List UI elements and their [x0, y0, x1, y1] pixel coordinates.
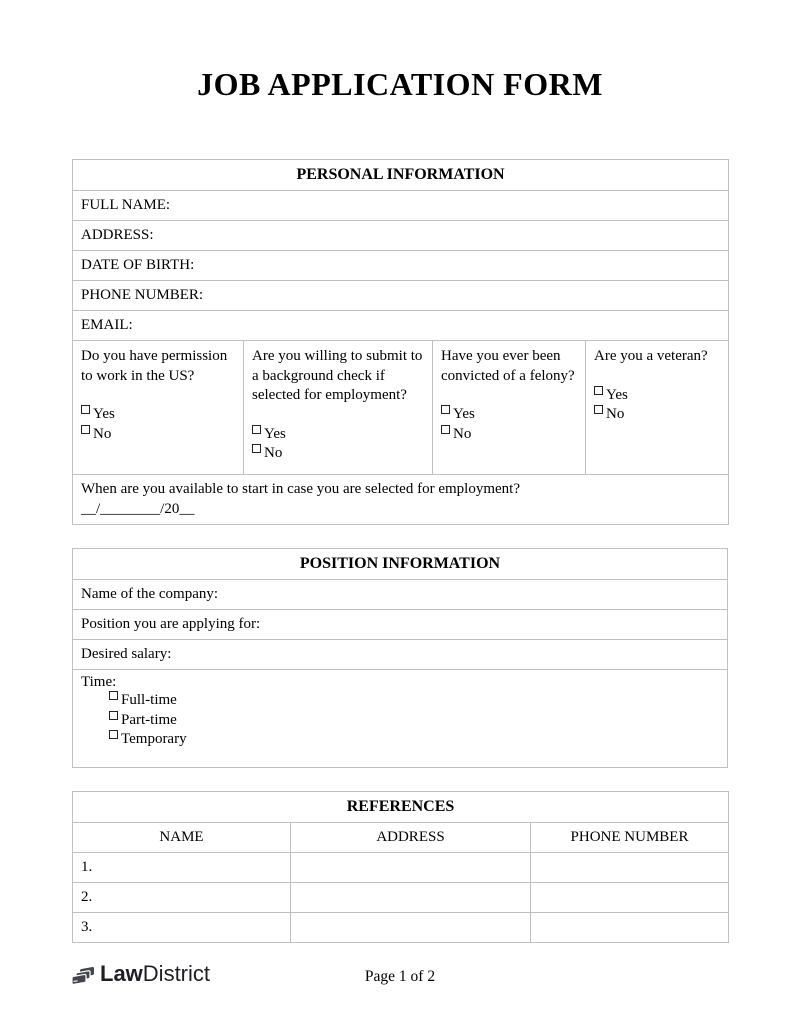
page-title: JOB APPLICATION FORM [197, 66, 603, 102]
brand-law: Law [100, 961, 143, 986]
column-header-address: ADDRESS [291, 823, 531, 853]
reference-input-cell[interactable] [291, 853, 531, 883]
reference-input-cell[interactable] [531, 883, 729, 913]
question-text: Have you ever been convicted of a felony? [441, 348, 575, 384]
checkbox-icon[interactable] [109, 711, 118, 720]
field-position-applying[interactable]: Position you are applying for: [73, 610, 728, 640]
field-company-name[interactable]: Name of the company: [73, 580, 728, 610]
field-date-of-birth[interactable]: DATE OF BIRTH: [73, 251, 729, 281]
question-text: Are you willing to submit to a background check if selected for employment? [252, 348, 423, 403]
references-table [72, 791, 729, 943]
reference-input-cell[interactable] [291, 883, 531, 913]
option-label: Yes [606, 386, 628, 403]
reference-number[interactable]: 2. [73, 883, 291, 913]
option-label: Full-time [121, 692, 177, 708]
lawdistrict-logo [70, 961, 210, 987]
page-footer [0, 959, 800, 1001]
checkbox-icon[interactable] [81, 425, 90, 434]
reference-input-cell[interactable] [531, 853, 729, 883]
column-header-phone: PHONE NUMBER [531, 823, 729, 853]
time-cell [73, 670, 728, 768]
option-label: Yes [93, 406, 115, 422]
position-information-table [72, 548, 728, 768]
field-full-name[interactable]: FULL NAME: [73, 191, 729, 221]
checkbox-icon[interactable] [252, 425, 261, 434]
field-email[interactable]: EMAIL: [73, 311, 729, 341]
field-desired-salary[interactable]: Desired salary: [73, 640, 728, 670]
option-label: Yes [264, 425, 286, 442]
brand-district: District [142, 961, 211, 986]
option-label: Temporary [121, 731, 187, 747]
question-felony [433, 341, 586, 475]
option-label: No [264, 445, 283, 461]
option-label: Part-time [121, 711, 177, 728]
question-text: Do you have permission to work in the US? [81, 348, 228, 384]
checkbox-icon[interactable] [441, 425, 450, 434]
checkbox-icon[interactable] [109, 691, 118, 700]
lawdistrict-logo-icon [70, 961, 96, 987]
option-label: No [606, 406, 625, 422]
checkbox-icon[interactable] [441, 405, 450, 414]
availability-cell[interactable] [73, 475, 729, 525]
personal-information-table [72, 159, 729, 525]
checkbox-icon[interactable] [109, 730, 118, 739]
question-work-permission [73, 341, 244, 475]
field-address[interactable]: ADDRESS: [73, 221, 729, 251]
time-label: Time: [81, 674, 117, 690]
reference-input-cell[interactable] [291, 913, 531, 943]
question-background-check [244, 341, 433, 475]
section-header-references: REFERENCES [73, 792, 729, 823]
question-text: Are you a veteran? [594, 348, 708, 364]
reference-input-cell[interactable] [531, 913, 729, 943]
checkbox-icon[interactable] [594, 405, 603, 414]
column-header-name: NAME [73, 823, 291, 853]
field-phone-number[interactable]: PHONE NUMBER: [73, 281, 729, 311]
checkbox-icon[interactable] [252, 444, 261, 453]
availability-question: When are you available to start in case you are selected for employment? [81, 481, 520, 497]
option-label: Yes [453, 406, 475, 422]
question-veteran [586, 341, 729, 475]
checkbox-icon[interactable] [81, 405, 90, 414]
section-header-position: POSITION INFORMATION [73, 549, 728, 580]
option-label: No [93, 425, 112, 442]
option-label: No [453, 425, 472, 442]
page-indicator: Page 1 of 2 [364, 968, 436, 985]
checkbox-icon[interactable] [594, 386, 603, 395]
availability-date-line: __/________/20__ [81, 501, 195, 517]
reference-number[interactable]: 1. [73, 853, 291, 883]
reference-number[interactable]: 3. [73, 913, 291, 943]
section-header-personal: PERSONAL INFORMATION [73, 160, 729, 191]
